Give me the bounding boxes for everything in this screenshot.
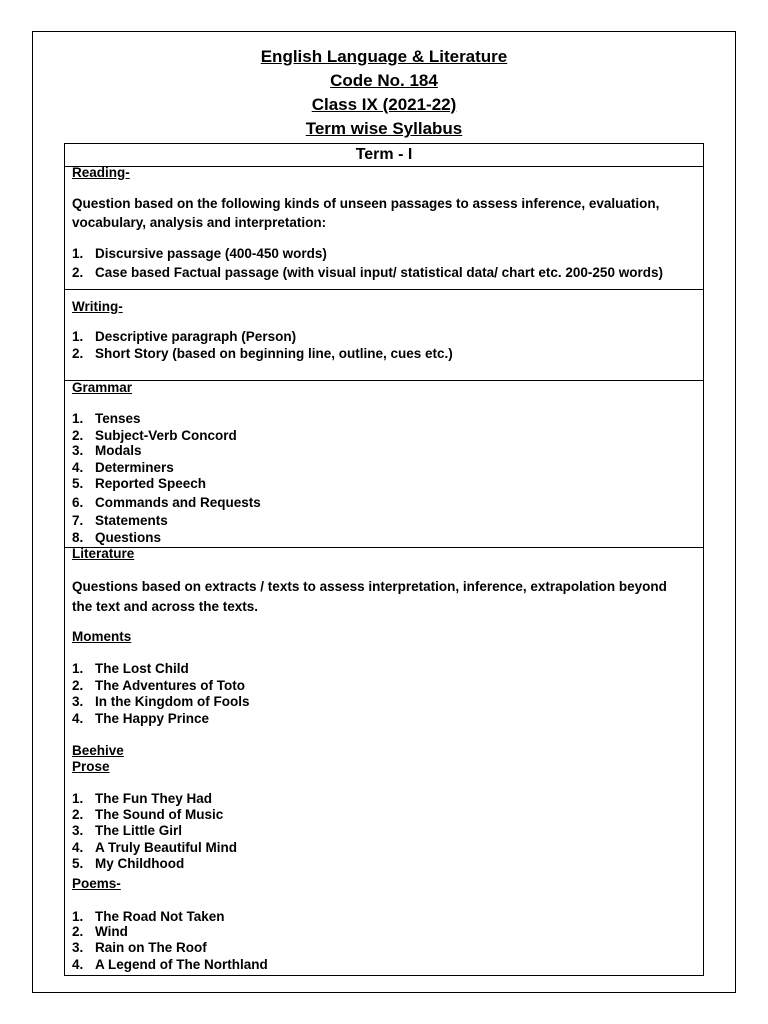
reading-heading: Reading- <box>72 165 130 180</box>
class-year: Class IX (2021-22) <box>311 95 457 114</box>
section-divider <box>65 380 703 381</box>
list-item: 7. Statements <box>72 513 168 528</box>
term-heading: Term - I <box>65 144 703 167</box>
reading-intro-line-2: vocabulary, analysis and interpretation: <box>72 215 327 230</box>
list-item: 4. A Legend of The Northland <box>72 957 268 972</box>
list-item: 2. Short Story (based on beginning line, outline, cues etc.) <box>72 346 453 361</box>
section-divider <box>65 289 703 290</box>
literature-intro-line-2: the text and across the texts. <box>72 599 259 614</box>
list-item: 1. Tenses <box>72 411 141 426</box>
list-item: 3. Modals <box>72 443 142 458</box>
grammar-heading: Grammar <box>72 380 133 395</box>
list-item: 1. Descriptive paragraph (Person) <box>72 329 297 344</box>
beehive-heading: Beehive <box>72 743 124 758</box>
writing-heading: Writing- <box>72 299 123 314</box>
list-item: 3. The Little Girl <box>72 823 183 838</box>
list-item: 1. Discursive passage (400-450 words) <box>72 246 327 261</box>
list-item: 6. Commands and Requests <box>72 495 261 510</box>
prose-heading: Prose <box>72 759 110 774</box>
list-item: 2. Wind <box>72 924 128 939</box>
list-item: 1. The Road Not Taken <box>72 909 225 924</box>
list-item: 1. The Fun They Had <box>72 791 213 806</box>
list-item: 4. A Truly Beautiful Mind <box>72 840 238 855</box>
list-item: 2. Subject-Verb Concord <box>72 428 237 443</box>
list-item: 2. The Adventures of Toto <box>72 678 245 693</box>
list-item: 3. In the Kingdom of Fools <box>72 694 250 709</box>
syllabus-subtitle: Term wise Syllabus <box>305 119 463 138</box>
moments-heading: Moments <box>72 629 132 644</box>
poems-heading: Poems- <box>72 876 121 891</box>
list-item: 3. Rain on The Roof <box>72 940 207 955</box>
list-item: 2. The Sound of Music <box>72 807 224 822</box>
list-item: 8. Questions <box>72 530 162 545</box>
reading-intro-line-1: Question based on the following kinds of unseen passages to assess inference, evaluation, <box>72 196 660 211</box>
literature-intro-line-1: Questions based on extracts / texts to assess interpretation, inference, extrapolation beyond <box>72 579 667 594</box>
list-item: 1. The Lost Child <box>72 661 189 676</box>
syllabus-table <box>64 143 704 976</box>
list-item: 4. Determiners <box>72 460 174 475</box>
list-item: 4. The Happy Prince <box>72 711 210 726</box>
list-item: 5. Reported Speech <box>72 476 207 491</box>
document-title: English Language & Literature <box>260 47 508 66</box>
subject-code: Code No. 184 <box>330 71 438 90</box>
literature-heading: Literature <box>72 546 135 561</box>
list-item: 2. Case based Factual passage (with visual input/ statistical data/ chart etc. 200-250 words) <box>72 265 663 280</box>
section-divider <box>65 547 703 548</box>
list-item: 5. My Childhood <box>72 856 185 871</box>
